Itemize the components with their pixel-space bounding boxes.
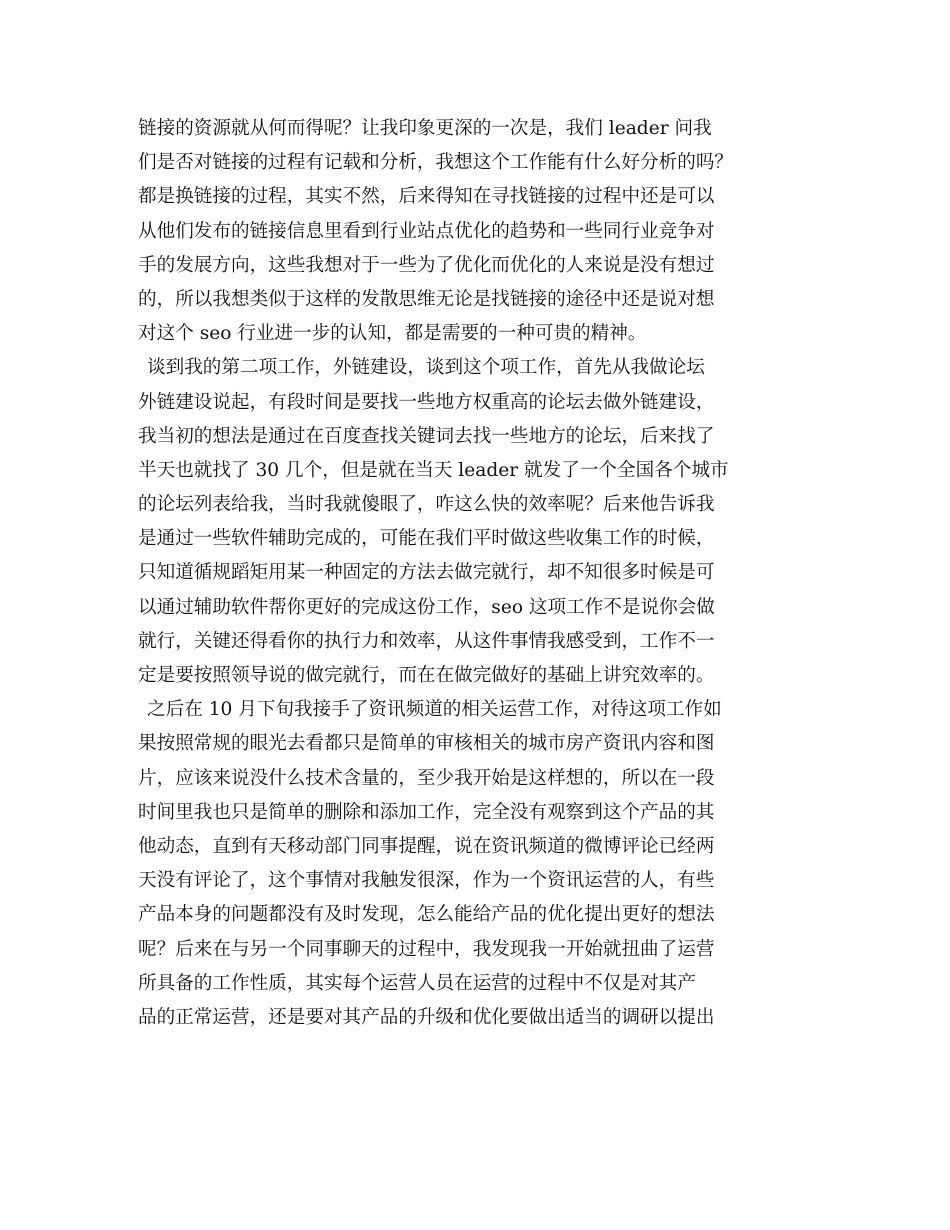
text-line: 只知道循规蹈矩用某一种固定的方法去做完就行，却不知很多时候是可 <box>138 562 715 584</box>
text-line: 我当初的想法是通过在百度查找关键词去找一些地方的论坛，后来找了 <box>138 425 715 447</box>
text-line: 他动态，直到有天移动部门同事提醒，说在资讯频道的微博评论已经两 <box>138 835 715 857</box>
text-line: 手的发展方向，这些我想对于一些为了优化而优化的人来说是没有想过 <box>138 254 715 276</box>
text-line: 所具备的工作性质，其实每个运营人员在运营的过程中不仅是对其产 <box>138 972 696 994</box>
text-line: 片，应该来说没什么技术含量的，至少我开始是这样想的，所以在一段 <box>138 767 715 789</box>
text-line: 半天也就找了 30 几个，但是就在当天 leader 就发了一个全国各个城市 <box>138 459 729 481</box>
text-line: 产品本身的问题都没有及时发现，怎么能给产品的优化提出更好的想法 <box>138 904 715 926</box>
text-line: 对这个 seo 行业进一步的认知，都是需要的一种可贵的精神。 <box>138 323 647 345</box>
text-line: 就行，关键还得看你的执行力和效率，从这件事情我感受到，工作不一 <box>138 630 715 652</box>
text-line: 们是否对链接的过程有记载和分析，我想这个工作能有什么好分析的吗？ <box>138 152 734 174</box>
text-line: 链接的资源就从何而得呢？让我印象更深的一次是，我们 leader 问我 <box>138 118 712 139</box>
body-text <box>138 112 818 1035</box>
text-line: 外链建设说起，有段时间是要找一些地方权重高的论坛去做外链建设， <box>138 391 715 413</box>
text-line: 是通过一些软件辅助完成的，可能在我们平时做这些收集工作的时候， <box>138 528 715 550</box>
paragraph-start-line: 谈到我的第二项工作，外链建设，谈到这个项工作，首先从我做论坛 <box>147 357 705 379</box>
text-line: 呢？后来在与另一个同事聊天的过程中，我发现我一开始就扭曲了运营 <box>138 938 715 960</box>
text-line: 的论坛列表给我，当时我就傻眼了，咋这么快的效率呢？后来他告诉我 <box>138 494 715 516</box>
text-line: 以通过辅助软件帮你更好的完成这份工作，seo 这项工作不是说你会做 <box>138 596 715 618</box>
text-line: 都是换链接的过程，其实不然，后来得知在寻找链接的过程中还是可以 <box>138 186 715 208</box>
text-line: 天没有评论了，这个事情对我触发很深，作为一个资讯运营的人，有些 <box>138 870 715 892</box>
text-line: 果按照常规的眼光去看都只是简单的审核相关的城市房产资讯内容和图 <box>138 733 715 755</box>
text-line: 从他们发布的链接信息里看到行业站点优化的趋势和一些同行业竞争对 <box>138 220 715 242</box>
text-line: 时间里我也只是简单的删除和添加工作，完全没有观察到这个产品的其 <box>138 801 715 823</box>
paragraph-start-line: 之后在 10 月下旬我接手了资讯频道的相关运营工作，对待这项工作如 <box>147 699 722 721</box>
text-line: 品的正常运营，还是要对其产品的升级和优化要做出适当的调研以提出 <box>138 1006 715 1028</box>
text-line: 的，所以我想类似于这样的发散思维无论是找链接的途径中还是说对想 <box>138 288 715 310</box>
text-line: 定是要按照领导说的做完就行，而在在做完做好的基础上讲究效率的。 <box>138 665 715 686</box>
